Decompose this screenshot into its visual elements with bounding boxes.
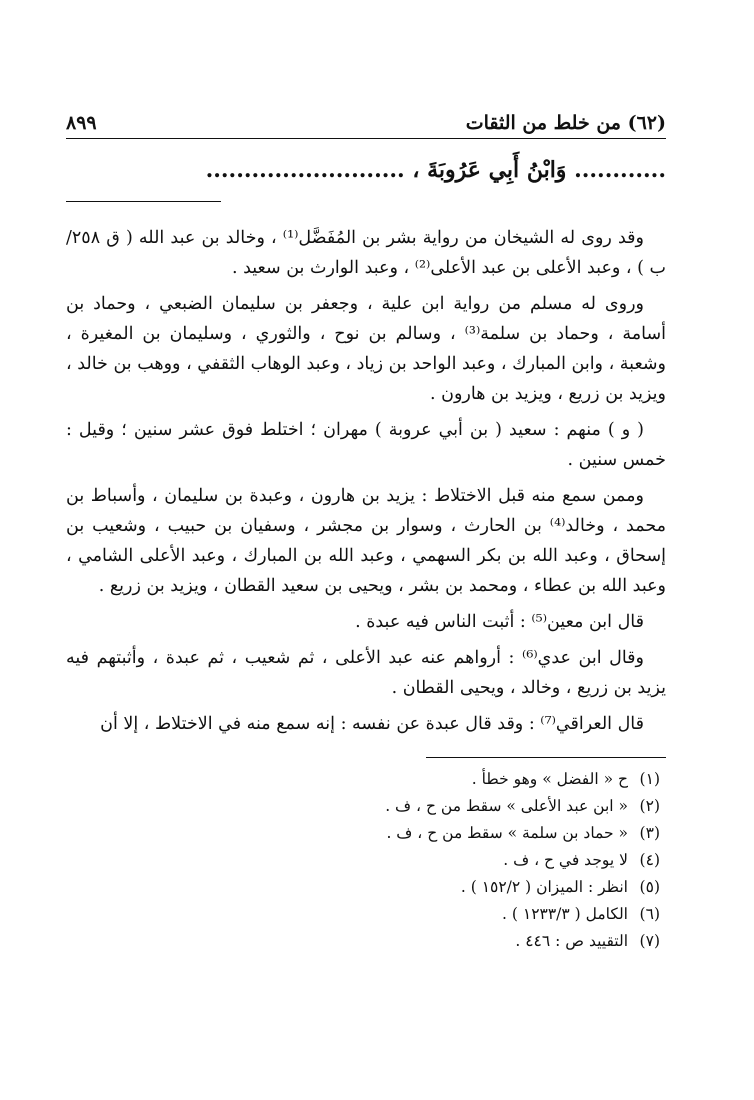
footnote-number: (٦) — [639, 905, 660, 923]
footnote-text: لا يوجد في ح ، ف . — [503, 851, 628, 869]
verse-line — [66, 157, 666, 201]
footnote-item — [66, 793, 660, 820]
footnote-text: التقييد ص : ٤٤٦ . — [515, 932, 628, 950]
paragraph: وقد روى له الشيخان من رواية بشر بن المُفَضَّل⁽¹⁾ ، وخالد بن عبد الله ( ق ٢٥٨/ب ) ، وعبد الأعلى بن عبد الأعلى⁽²⁾ ، وعبد الوارث بن سعيد . — [66, 228, 666, 278]
footnote-text: ح « الفضل » وهو خطأ . — [471, 770, 628, 788]
footnote-text: انظر : الميزان ( ١٥٢/٢ ) . — [460, 878, 628, 896]
paragraph: ( و ) منهم : سعيد ( بن أبي عروبة ) مهران ؛ اختلط فوق عشر سنين ؛ وقيل : خمس سنين . — [66, 420, 666, 470]
footnote-number: (٥) — [639, 878, 660, 896]
book-page — [66, 108, 666, 1048]
paragraph: قال العراقي⁽⁷⁾ : وقد قال عبدة عن نفسه : إنه سمع منه في الاختلاط ، إلا أن — [100, 714, 644, 734]
footnote-number: (١) — [639, 770, 660, 788]
footnote-item — [66, 874, 660, 901]
footnote-item — [66, 901, 660, 928]
paragraph: وقال ابن عدي⁽⁶⁾ : أرواهم عنه عبد الأعلى ، ثم شعيب ، ثم عبدة ، وأثبتهم فيه يزيد بن زريع ، وخالد ، ويحيى القطان . — [66, 648, 666, 698]
verse-underline — [66, 201, 221, 202]
footnote-item — [66, 820, 660, 847]
footnote-item — [66, 847, 660, 874]
footnote-text: « ابن عبد الأعلى » سقط من ح ، ف . — [385, 797, 628, 815]
footnote-number: (٤) — [639, 851, 660, 869]
footnote-text: الكامل ( ١٢٣٣/٣ ) . — [502, 905, 628, 923]
paragraph: قال ابن معين⁽⁵⁾ : أثبت الناس فيه عبدة . — [355, 612, 644, 632]
footnotes — [66, 766, 666, 955]
paragraph: وروى له مسلم من رواية ابن علية ، وجعفر بن سليمان الضبعي ، وحماد بن أسامة ، وحماد بن سلمة⁽³⁾ ، وسالم بن نوح ، والثوري ، وسليمان بن المغيرة ، وشعبة ، وابن المبارك ، وعبد الواحد بن زياد ، وعبد الوهاب الثقفي ، ووهب بن خالد ، ويزيد بن زريع ، ويزيد بن هارون . — [66, 294, 666, 404]
footnote-item — [66, 766, 660, 793]
main-text — [66, 223, 666, 739]
footnote-divider — [426, 757, 666, 758]
footnote-number: (٣) — [639, 824, 660, 842]
footnote-item — [66, 928, 660, 955]
running-header — [66, 108, 666, 139]
chapter-title: (٦٢) من خلط من الثقات — [465, 112, 666, 134]
footnote-number: (٢) — [639, 797, 660, 815]
verse-text: ............ وَابْنُ أَبِي عَرُوبَةَ ، .......................... — [205, 157, 666, 183]
paragraph: وممن سمع منه قبل الاختلاط : يزيد بن هارون ، وعبدة بن سليمان ، وأسباط بن محمد ، وخالد⁽⁴⁾ بن الحارث ، وسوار بن مجشر ، وسفيان بن حبيب ، وشعيب بن إسحاق ، وعبد الله بن بكر السهمي ، وعبد الله بن المبارك ، وعبد الأعلى الشامي ، وعبد الله بن عطاء ، ومحمد بن بشر ، ويحيى بن سعيد القطان ، ويزيد بن زريع . — [66, 486, 666, 596]
page-number: ٨٩٩ — [66, 112, 97, 134]
footnote-text: « حماد بن سلمة » سقط من ح ، ف . — [386, 824, 628, 842]
footnote-number: (٧) — [639, 932, 660, 950]
